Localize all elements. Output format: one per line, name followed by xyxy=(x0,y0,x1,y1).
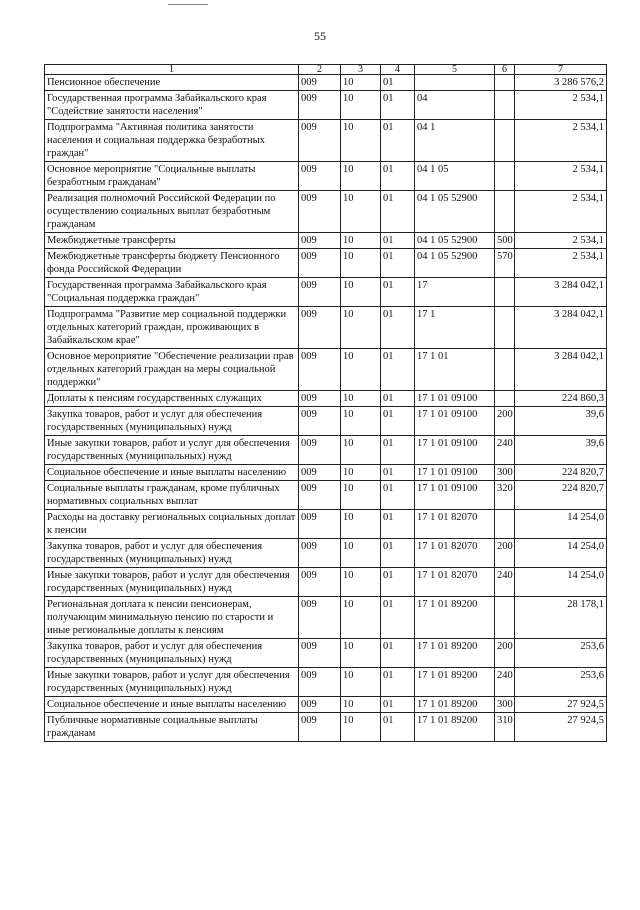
name-cell: Иные закупки товаров, работ и услуг для обеспечения государственных (муниципальных) нужд xyxy=(45,668,299,697)
section-cell: 10 xyxy=(341,391,381,407)
grbs-cell: 009 xyxy=(299,278,341,307)
expense-type-cell xyxy=(495,597,515,639)
section-cell: 10 xyxy=(341,539,381,568)
subsection-cell: 01 xyxy=(381,465,415,481)
target-article-cell: 17 1 01 89200 xyxy=(415,713,495,742)
subsection-cell: 01 xyxy=(381,162,415,191)
expense-type-cell xyxy=(495,91,515,120)
target-article-cell: 04 xyxy=(415,91,495,120)
target-article-cell: 17 xyxy=(415,278,495,307)
expense-type-cell xyxy=(495,307,515,349)
table-row xyxy=(45,568,607,597)
subsection-cell: 01 xyxy=(381,510,415,539)
name-cell: Подпрограмма "Развитие мер социальной поддержки отдельных категорий граждан, проживающих в Забайкальском крае" xyxy=(45,307,299,349)
table-row xyxy=(45,510,607,539)
expense-type-cell xyxy=(495,278,515,307)
amount-cell: 14 254,0 xyxy=(515,568,607,597)
amount-cell: 27 924,5 xyxy=(515,713,607,742)
target-article-cell: 17 1 01 82070 xyxy=(415,510,495,539)
table-row xyxy=(45,249,607,278)
name-cell: Закупка товаров, работ и услуг для обеспечения государственных (муниципальных) нужд xyxy=(45,639,299,668)
expense-type-cell: 200 xyxy=(495,639,515,668)
table-row xyxy=(45,162,607,191)
subsection-cell: 01 xyxy=(381,191,415,233)
section-cell: 10 xyxy=(341,75,381,91)
name-cell: Закупка товаров, работ и услуг для обеспечения государственных (муниципальных) нужд xyxy=(45,539,299,568)
name-cell: Иные закупки товаров, работ и услуг для обеспечения государственных (муниципальных) нужд xyxy=(45,568,299,597)
table-row xyxy=(45,597,607,639)
target-article-cell: 04 1 05 52900 xyxy=(415,233,495,249)
amount-cell: 2 534,1 xyxy=(515,120,607,162)
expense-type-cell: 300 xyxy=(495,465,515,481)
section-cell: 10 xyxy=(341,668,381,697)
section-cell: 10 xyxy=(341,307,381,349)
expense-type-cell: 240 xyxy=(495,668,515,697)
subsection-cell: 01 xyxy=(381,539,415,568)
name-cell: Региональная доплата к пенсии пенсионерам, получающим минимальную пенсию по старости и иные региональные доплаты к пенсиям xyxy=(45,597,299,639)
expense-type-cell xyxy=(495,120,515,162)
target-article-cell: 17 1 01 xyxy=(415,349,495,391)
section-cell: 10 xyxy=(341,465,381,481)
grbs-cell: 009 xyxy=(299,349,341,391)
table-row xyxy=(45,391,607,407)
table-row xyxy=(45,639,607,668)
section-cell: 10 xyxy=(341,191,381,233)
name-cell: Пенсионное обеспечение xyxy=(45,75,299,91)
subsection-cell: 01 xyxy=(381,568,415,597)
amount-cell: 224 820,7 xyxy=(515,465,607,481)
table-row xyxy=(45,713,607,742)
section-cell: 10 xyxy=(341,597,381,639)
section-cell: 10 xyxy=(341,407,381,436)
name-cell: Основное мероприятие "Социальные выплаты безработным гражданам" xyxy=(45,162,299,191)
amount-cell: 253,6 xyxy=(515,668,607,697)
amount-cell: 253,6 xyxy=(515,639,607,668)
name-cell: Социальное обеспечение и иные выплаты населению xyxy=(45,697,299,713)
expense-type-cell: 310 xyxy=(495,713,515,742)
expense-type-cell: 240 xyxy=(495,436,515,465)
subsection-cell: 01 xyxy=(381,91,415,120)
grbs-cell: 009 xyxy=(299,697,341,713)
name-cell: Государственная программа Забайкальского края "Социальная поддержка граждан" xyxy=(45,278,299,307)
grbs-cell: 009 xyxy=(299,639,341,668)
amount-cell: 2 534,1 xyxy=(515,233,607,249)
amount-cell: 14 254,0 xyxy=(515,539,607,568)
amount-cell: 3 284 042,1 xyxy=(515,278,607,307)
scan-mark-top xyxy=(168,4,208,5)
subsection-cell: 01 xyxy=(381,120,415,162)
expense-type-cell: 570 xyxy=(495,249,515,278)
target-article-cell: 17 1 01 89200 xyxy=(415,597,495,639)
section-cell: 10 xyxy=(341,568,381,597)
name-cell: Межбюджетные трансферты xyxy=(45,233,299,249)
name-cell: Публичные нормативные социальные выплаты гражданам xyxy=(45,713,299,742)
grbs-cell: 009 xyxy=(299,713,341,742)
subsection-cell: 01 xyxy=(381,481,415,510)
expense-type-cell: 320 xyxy=(495,481,515,510)
section-cell: 10 xyxy=(341,713,381,742)
grbs-cell: 009 xyxy=(299,568,341,597)
amount-cell: 2 534,1 xyxy=(515,249,607,278)
expense-type-cell: 500 xyxy=(495,233,515,249)
target-article-cell: 04 1 05 52900 xyxy=(415,191,495,233)
grbs-cell: 009 xyxy=(299,91,341,120)
expense-type-cell: 300 xyxy=(495,697,515,713)
subsection-cell: 01 xyxy=(381,233,415,249)
target-article-cell: 17 1 01 09100 xyxy=(415,436,495,465)
table-row xyxy=(45,668,607,697)
table-row xyxy=(45,697,607,713)
table-row xyxy=(45,436,607,465)
target-article-cell xyxy=(415,75,495,91)
subsection-cell: 01 xyxy=(381,597,415,639)
grbs-cell: 009 xyxy=(299,436,341,465)
target-article-cell: 17 1 01 09100 xyxy=(415,481,495,510)
grbs-cell: 009 xyxy=(299,233,341,249)
table-row xyxy=(45,120,607,162)
subsection-cell: 01 xyxy=(381,391,415,407)
grbs-cell: 009 xyxy=(299,407,341,436)
section-cell: 10 xyxy=(341,91,381,120)
target-article-cell: 17 1 01 09100 xyxy=(415,407,495,436)
expense-type-cell: 200 xyxy=(495,539,515,568)
subsection-cell: 01 xyxy=(381,697,415,713)
grbs-cell: 009 xyxy=(299,307,341,349)
subsection-cell: 01 xyxy=(381,278,415,307)
target-article-cell: 04 1 xyxy=(415,120,495,162)
column-header-6: 6 xyxy=(495,65,515,75)
target-article-cell: 17 1 01 82070 xyxy=(415,568,495,597)
table-row xyxy=(45,307,607,349)
expense-type-cell: 240 xyxy=(495,568,515,597)
name-cell: Реализация полномочий Российской Федерации по осуществлению социальных выплат безработным гражданам xyxy=(45,191,299,233)
amount-cell: 2 534,1 xyxy=(515,191,607,233)
expense-type-cell xyxy=(495,191,515,233)
subsection-cell: 01 xyxy=(381,436,415,465)
amount-cell: 14 254,0 xyxy=(515,510,607,539)
table-row xyxy=(45,539,607,568)
section-cell: 10 xyxy=(341,697,381,713)
amount-cell: 3 286 576,2 xyxy=(515,75,607,91)
grbs-cell: 009 xyxy=(299,465,341,481)
target-article-cell: 17 1 xyxy=(415,307,495,349)
table-row xyxy=(45,481,607,510)
name-cell: Основное мероприятие "Обеспечение реализации прав отдельных категорий граждан на меры социальной поддержки" xyxy=(45,349,299,391)
target-article-cell: 04 1 05 xyxy=(415,162,495,191)
grbs-cell: 009 xyxy=(299,510,341,539)
name-cell: Иные закупки товаров, работ и услуг для обеспечения государственных (муниципальных) нужд xyxy=(45,436,299,465)
amount-cell: 3 284 042,1 xyxy=(515,349,607,391)
subsection-cell: 01 xyxy=(381,407,415,436)
column-header-4: 4 xyxy=(381,65,415,75)
amount-cell: 39,6 xyxy=(515,436,607,465)
subsection-cell: 01 xyxy=(381,307,415,349)
expense-type-cell: 200 xyxy=(495,407,515,436)
table-row xyxy=(45,91,607,120)
amount-cell: 27 924,5 xyxy=(515,697,607,713)
name-cell: Государственная программа Забайкальского края "Содействие занятости населения" xyxy=(45,91,299,120)
name-cell: Закупка товаров, работ и услуг для обеспечения государственных (муниципальных) нужд xyxy=(45,407,299,436)
budget-table xyxy=(44,64,607,742)
target-article-cell: 17 1 01 09100 xyxy=(415,465,495,481)
column-header-3: 3 xyxy=(341,65,381,75)
expense-type-cell xyxy=(495,510,515,539)
grbs-cell: 009 xyxy=(299,120,341,162)
target-article-cell: 17 1 01 89200 xyxy=(415,639,495,668)
section-cell: 10 xyxy=(341,120,381,162)
subsection-cell: 01 xyxy=(381,75,415,91)
table-row xyxy=(45,191,607,233)
column-header-7: 7 xyxy=(515,65,607,75)
column-header-1: 1 xyxy=(45,65,299,75)
section-cell: 10 xyxy=(341,349,381,391)
name-cell: Расходы на доставку региональных социальных доплат к пенсии xyxy=(45,510,299,539)
name-cell: Межбюджетные трансферты бюджету Пенсионного фонда Российской Федерации xyxy=(45,249,299,278)
section-cell: 10 xyxy=(341,233,381,249)
target-article-cell: 17 1 01 89200 xyxy=(415,668,495,697)
grbs-cell: 009 xyxy=(299,162,341,191)
grbs-cell: 009 xyxy=(299,481,341,510)
page-number: 55 xyxy=(314,29,326,43)
amount-cell: 28 178,1 xyxy=(515,597,607,639)
amount-cell: 224 860,3 xyxy=(515,391,607,407)
target-article-cell: 17 1 01 82070 xyxy=(415,539,495,568)
subsection-cell: 01 xyxy=(381,349,415,391)
section-cell: 10 xyxy=(341,481,381,510)
table-row xyxy=(45,233,607,249)
amount-cell: 2 534,1 xyxy=(515,91,607,120)
grbs-cell: 009 xyxy=(299,539,341,568)
target-article-cell: 17 1 01 89200 xyxy=(415,697,495,713)
target-article-cell: 04 1 05 52900 xyxy=(415,249,495,278)
name-cell: Социальные выплаты гражданам, кроме публичных нормативных социальных выплат xyxy=(45,481,299,510)
name-cell: Доплаты к пенсиям государственных служащих xyxy=(45,391,299,407)
name-cell: Социальное обеспечение и иные выплаты населению xyxy=(45,465,299,481)
table-body xyxy=(45,75,607,742)
amount-cell: 39,6 xyxy=(515,407,607,436)
column-header-5: 5 xyxy=(415,65,495,75)
expense-type-cell xyxy=(495,349,515,391)
amount-cell: 2 534,1 xyxy=(515,162,607,191)
section-cell: 10 xyxy=(341,639,381,668)
grbs-cell: 009 xyxy=(299,668,341,697)
grbs-cell: 009 xyxy=(299,391,341,407)
section-cell: 10 xyxy=(341,162,381,191)
section-cell: 10 xyxy=(341,436,381,465)
table-row xyxy=(45,465,607,481)
grbs-cell: 009 xyxy=(299,191,341,233)
subsection-cell: 01 xyxy=(381,713,415,742)
name-cell: Подпрограмма "Активная политика занятости населения и социальная поддержка безработных граждан" xyxy=(45,120,299,162)
subsection-cell: 01 xyxy=(381,668,415,697)
table-row xyxy=(45,278,607,307)
grbs-cell: 009 xyxy=(299,249,341,278)
section-cell: 10 xyxy=(341,249,381,278)
grbs-cell: 009 xyxy=(299,75,341,91)
subsection-cell: 01 xyxy=(381,249,415,278)
table-row xyxy=(45,75,607,91)
table-row xyxy=(45,349,607,391)
amount-cell: 3 284 042,1 xyxy=(515,307,607,349)
expense-type-cell xyxy=(495,162,515,191)
amount-cell: 224 820,7 xyxy=(515,481,607,510)
expense-type-cell xyxy=(495,391,515,407)
section-cell: 10 xyxy=(341,278,381,307)
column-header-2: 2 xyxy=(299,65,341,75)
section-cell: 10 xyxy=(341,510,381,539)
target-article-cell: 17 1 01 09100 xyxy=(415,391,495,407)
table-row xyxy=(45,407,607,436)
expense-type-cell xyxy=(495,75,515,91)
header-row xyxy=(45,65,607,75)
grbs-cell: 009 xyxy=(299,597,341,639)
subsection-cell: 01 xyxy=(381,639,415,668)
